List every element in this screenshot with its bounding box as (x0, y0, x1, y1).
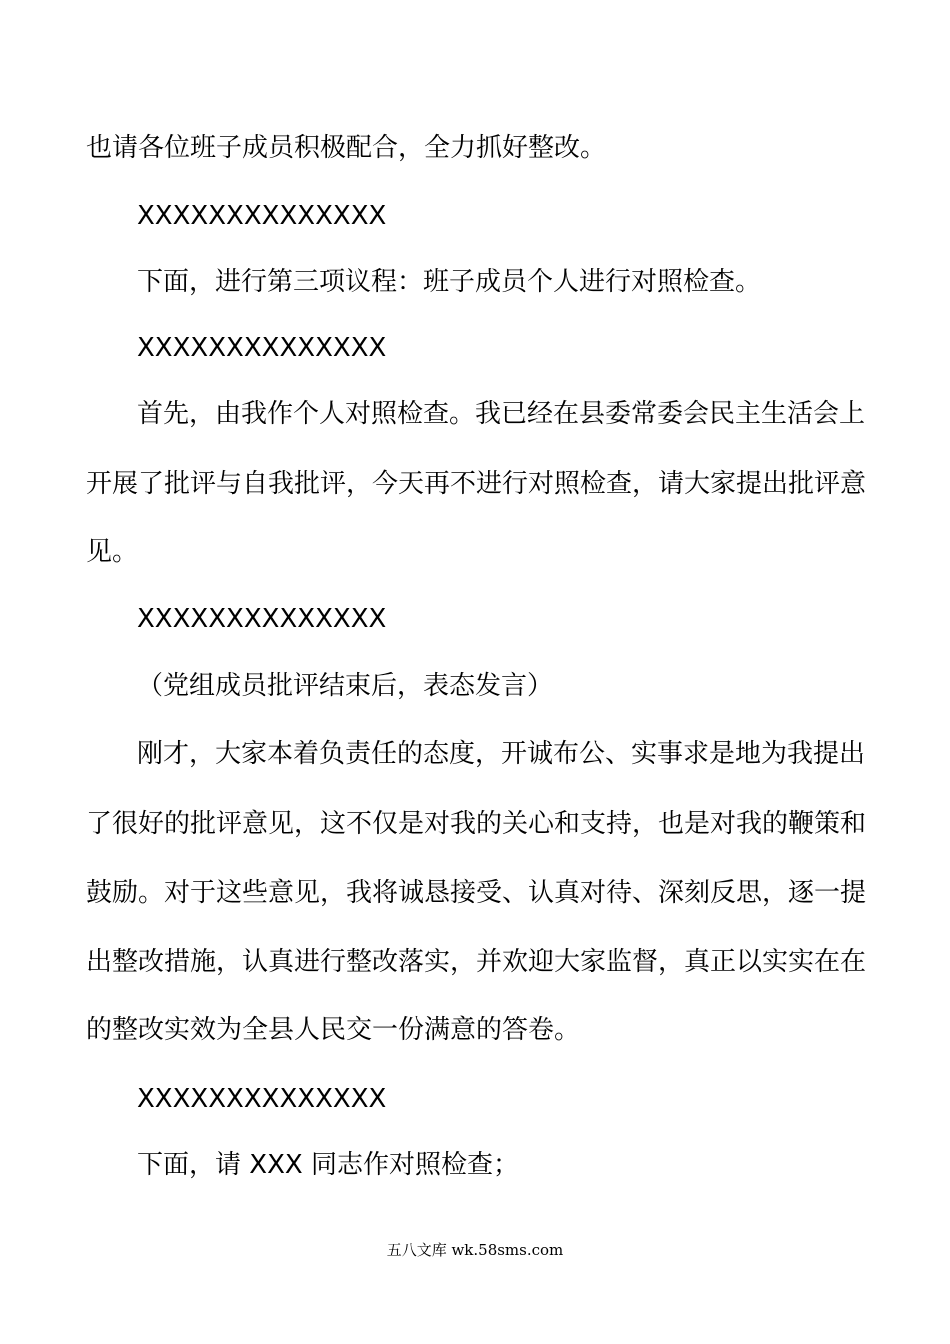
body-text-line: 的整改实效为全县人民交一份满意的答卷。 (86, 1015, 581, 1045)
body-text-line: 鼓励。对于这些意见，我将诚恳接受、认真对待、深刻反思，逐一提 (86, 878, 867, 908)
body-text-line: 开展了批评与自我批评，今天再不进行对照检查，请大家提出批评意 (86, 469, 867, 499)
body-text-line: 出整改措施，认真进行整改落实，并欢迎大家监督，真正以实实在在 (86, 947, 867, 977)
body-text-line: 刚才，大家本着负责任的态度，开诚布公、实事求是地为我提出 (137, 739, 866, 769)
speaker-placeholder: XXXXXXXXXXXXXX (137, 604, 387, 634)
body-text-line: 见。 (86, 537, 139, 567)
speaker-placeholder: XXXXXXXXXXXXXX (137, 333, 387, 363)
body-text-line: 首先，由我作个人对照检查。我已经在县委常委会民主生活会上 (137, 399, 866, 429)
body-text-line: 下面，请 XXX 同志作对照检查； (137, 1150, 519, 1180)
body-text-line: 也请各位班子成员积极配合，全力抓好整改。 (86, 133, 607, 163)
body-text-line: 下面，进行第三项议程：班子成员个人进行对照检查。 (137, 267, 762, 297)
speaker-placeholder: XXXXXXXXXXXXXX (137, 201, 387, 231)
stage-direction: （党组成员批评结束后，表态发言） (137, 671, 554, 701)
speaker-placeholder: XXXXXXXXXXXXXX (137, 1084, 387, 1114)
page-footer-watermark: 五八文库 wk.58sms.com (386, 1241, 564, 1259)
body-text-line: 了很好的批评意见，这不仅是对我的关心和支持，也是对我的鞭策和 (86, 809, 867, 839)
